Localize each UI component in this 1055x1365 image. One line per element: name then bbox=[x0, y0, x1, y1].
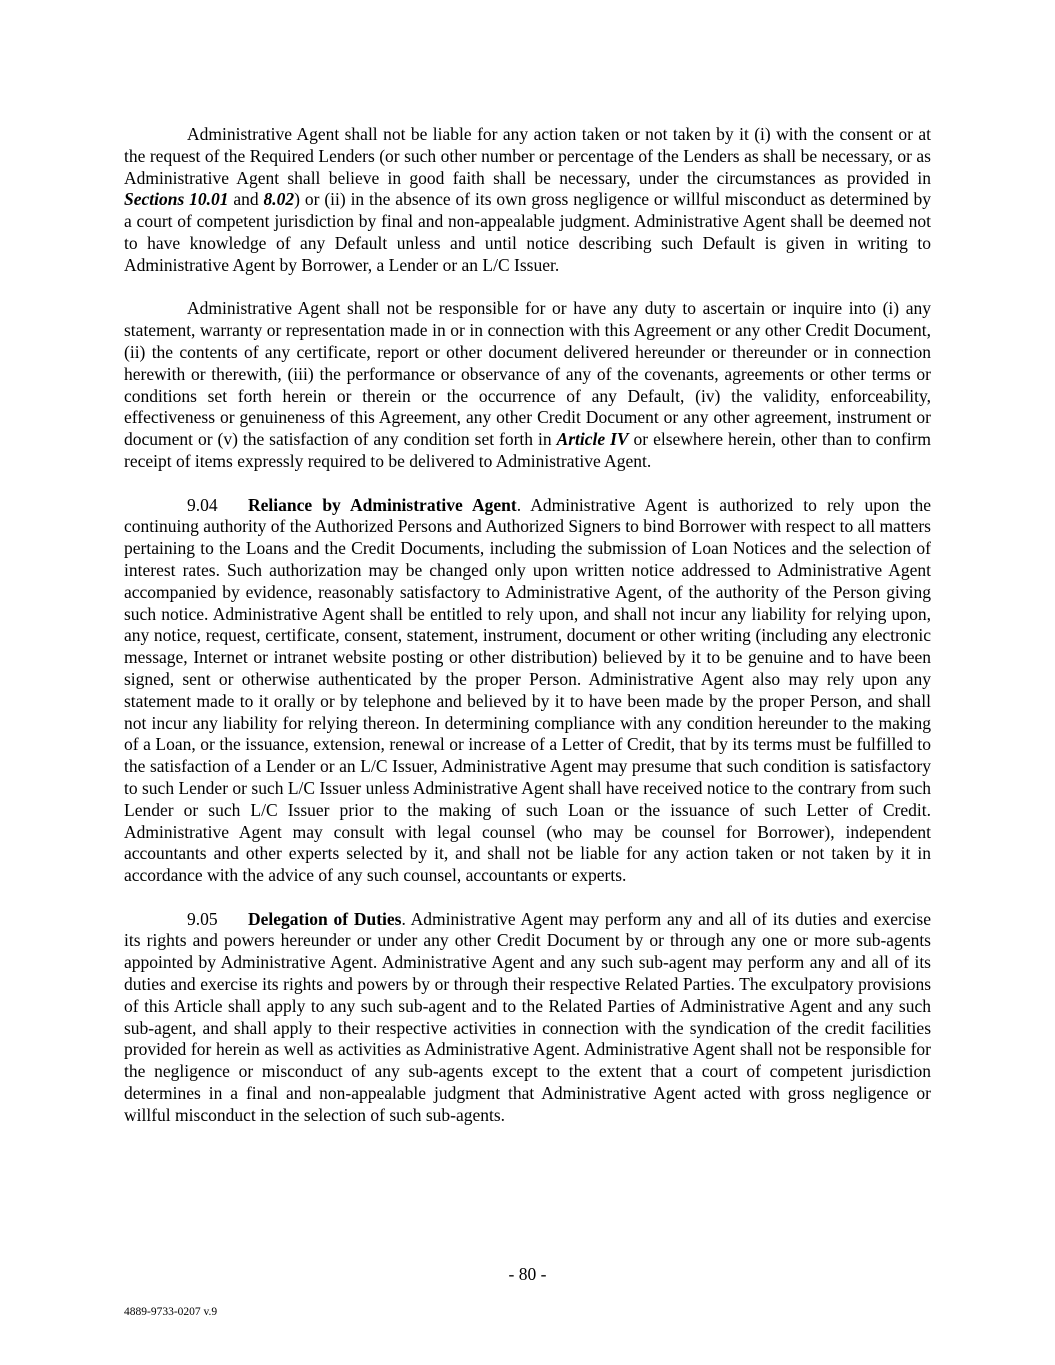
document-id: 4889-9733-0207 v.9 bbox=[124, 1306, 218, 1318]
paragraph-text: Administrative Agent shall not be responsible for or have any duty to ascertain or inquire into (i) any statement, warranty or representation made in or in connection with this Agreement or any other Credit Document, (ii) the contents of any certificate, report or other document delivered hereunder or thereunder or in connection herewith or therewith, (iii) the performance or observance of any of the covenants, agreements or other terms or conditions set forth herein or therein or the occurrence of any Default, (iv) the validity, enforceability, effectiveness or genuineness of this Agreement, any other Credit Document or any other agreement, instrument or document or (v) the satisfaction of any condition set forth in bbox=[124, 298, 931, 450]
section-number: 9.04 bbox=[187, 494, 218, 515]
section-9-04 bbox=[124, 495, 931, 887]
section-reference: Sections 10.01 bbox=[124, 189, 229, 210]
section-text: . Administrative Agent may perform any and all of its duties and exercise its rights and powers hereunder or under any other Credit Document by or through any one or more sub-agents appointed by Administrative Agent. Administrative Agent and any such sub-agent may perform any and all of its duties and exercise its rights and powers by or through their respective Related Parties. The exculpatory provisions of this Article shall apply to any such sub-agent and to the Related Parties of Administrative Agent and any such sub-agent, and shall apply to their respective activities in connection with the syndication of the credit facilities provided for herein as well as activities as Administrative Agent. Administrative Agent shall not be responsible for the negligence or misconduct of any sub-agents except to the extent that a court of competent jurisdiction determines in a final and non-appealable judgment that Administrative Agent acted with gross negligence or willful misconduct in the selection of such sub-agents. bbox=[124, 908, 931, 1125]
paragraph-text: or elsewhere herein, other than to confirm receipt of items expressly required to be delivered to Administrative Agent. bbox=[124, 429, 931, 471]
section-heading: Reliance by Administrative Agent bbox=[248, 494, 517, 515]
section-text: . Administrative Agent is authorized to rely upon the continuing authority of the Authorized Persons and Authorized Signers to bind Borrower with respect to all matters pertaining to the Loans and the Credit Documents, including the submission of Loan Notices and the selection of interest rates. Such authorization may be changed only upon written notice addressed to Administrative Agent accompanied by evidence, reasonably satisfactory to Administrative Agent, of the authority of the Person giving such notice. Administrative Agent shall be entitled to rely upon, and shall not incur any liability for relying upon, any notice, request, certificate, consent, statement, instrument, document or other writing (including any electronic message, Internet or intranet website posting or other distribution) believed by it to be genuine and to have been signed, sent or otherwise authenticated by the proper Person. Administrative Agent also may rely upon any statement made to it orally or by telephone and believed by it to have been made by the proper Person, and shall not incur any liability for relying thereon. In determining compliance with any condition hereunder to the making of a Loan, or the issuance, extension, renewal or increase of a Letter of Credit, that by its terms must be fulfilled to the satisfaction of a Lender or an L/C Issuer, Administrative Agent may presume that such condition is satisfactory to such Lender or such L/C Issuer unless Administrative Agent shall have received notice to the contrary from such Lender or such L/C Issuer prior to the making of such Loan or the issuance of such Letter of Credit. Administrative Agent may consult with legal counsel (who may be counsel for Borrower), independent accountants and other experts selected by it, and shall not be liable for any action taken or not taken by it in accordance with the advice of any such counsel, accountants or experts. bbox=[124, 494, 931, 886]
section-number: 9.05 bbox=[187, 908, 218, 929]
paragraph-liability bbox=[124, 124, 931, 277]
document-body bbox=[124, 124, 931, 1148]
paragraph-text: and bbox=[228, 189, 264, 210]
page-number: - 80 - bbox=[508, 1264, 547, 1284]
section-heading: Delegation of Duties bbox=[248, 908, 402, 929]
section-reference: 8.02 bbox=[263, 189, 295, 210]
paragraph-text: Administrative Agent shall not be liable for any action taken or not taken by it (i) with the consent or at the request of the Required Lenders (or such other number or percentage of the Lenders as shall be necessary, or as Administrative Agent shall believe in good faith shall be necessary, under the circumstances as provided in bbox=[124, 124, 931, 188]
section-9-05 bbox=[124, 909, 931, 1127]
paragraph-text: ) or (ii) in the absence of its own gross negligence or willful misconduct as determined by a court of competent jurisdiction by final and non-appealable judgment. Administrative Agent shall be deemed not to have knowledge of any Default unless and until notice describing such Default is given in writing to Administrative Agent by Borrower, a Lender or an L/C Issuer. bbox=[124, 189, 931, 275]
paragraph-responsibility bbox=[124, 298, 931, 472]
article-reference: Article IV bbox=[556, 429, 629, 450]
